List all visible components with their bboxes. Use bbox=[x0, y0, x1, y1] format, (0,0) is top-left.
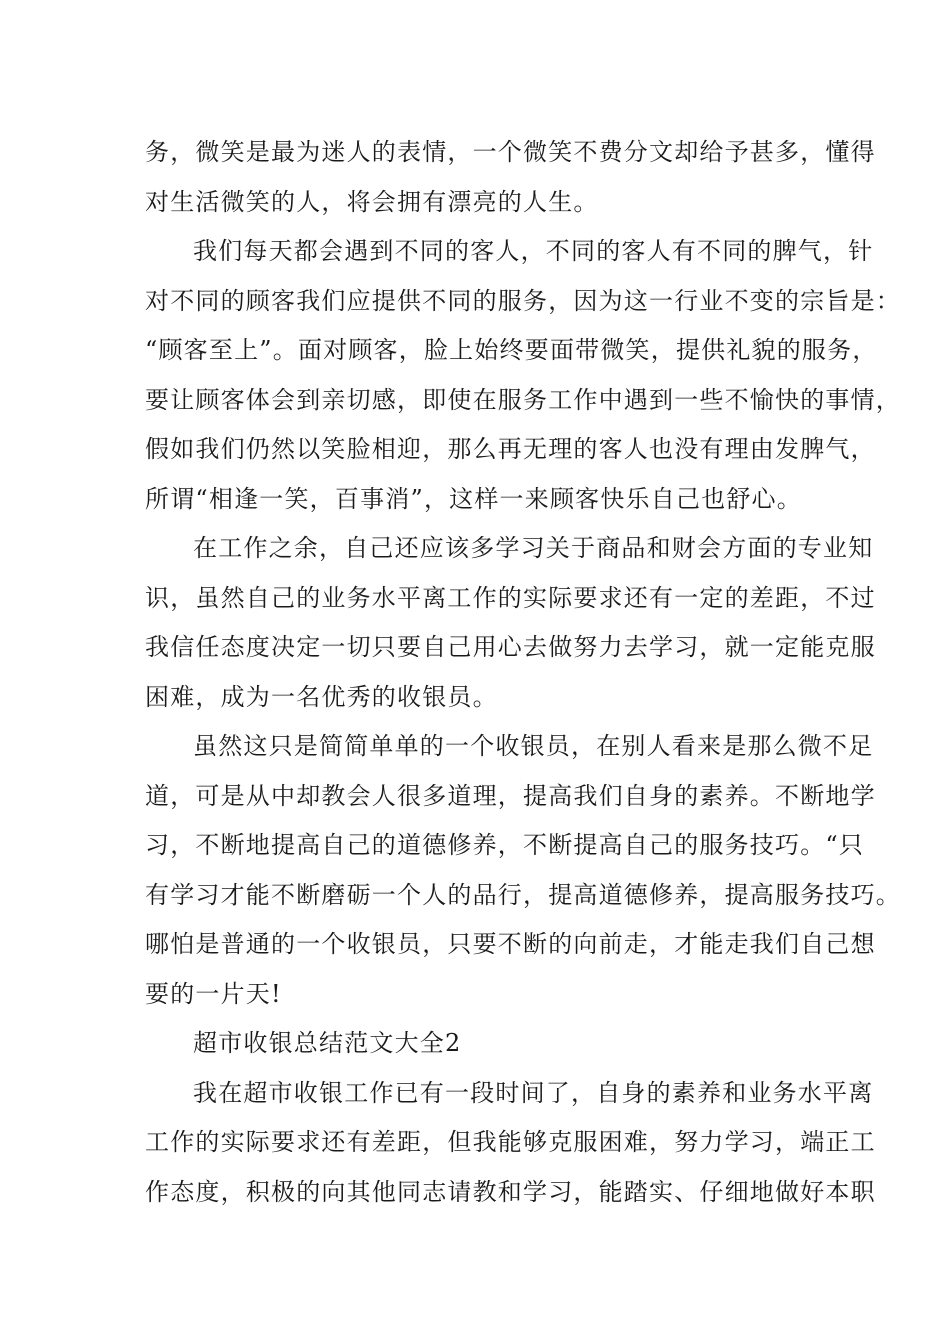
text-line: 超市收银总结范文大全2 bbox=[193, 1029, 462, 1057]
text-line: 所谓“相逢一笑，百事消”，这样一来顾客快乐自己也舒心。 bbox=[145, 484, 802, 513]
text-line: 我信任态度决定一切只要自己用心去做努力去学习，就一定能克服 bbox=[145, 633, 876, 661]
text-line: 务，微笑是最为迷人的表情，一个微笑不费分文却给予甚多，懂得 bbox=[145, 138, 876, 166]
text-line: 习，不断地提高自己的道德修养，不断提高自己的服务技巧。“只 bbox=[145, 831, 865, 859]
text-line: 假如我们仍然以笑脸相迎，那么再无理的客人也没有理由发脾气， bbox=[145, 435, 876, 463]
text-line: 识，虽然自己的业务水平离工作的实际要求还有一定的差距，不过 bbox=[145, 583, 876, 612]
text-line: 作态度，积极的向其他同志请教和学习，能踏实、仔细地做好本职 bbox=[145, 1177, 876, 1206]
text-line: 困难，成为一名优秀的收银员。 bbox=[145, 682, 498, 711]
text-line: 我在超市收银工作已有一段时间了，自身的素养和业务水平离 bbox=[193, 1078, 874, 1107]
text-line: 道，可是从中却教会人很多道理，提高我们自身的素养。不断地学 bbox=[145, 781, 876, 810]
text-line: “顾客至上”。面对顾客，脸上始终要面带微笑，提供礼貌的服务， bbox=[145, 336, 878, 364]
text-line: 有学习才能不断磨砺一个人的品行，提高道德修养，提高服务技巧。 bbox=[145, 880, 901, 909]
text-line: 对不同的顾客我们应提供不同的服务，因为这一行业不变的宗旨是： bbox=[145, 286, 901, 315]
text-line: 对生活微笑的人，将会拥有漂亮的人生。 bbox=[145, 187, 599, 216]
text-line: 我们每天都会遇到不同的客人，不同的客人有不同的脾气，针 bbox=[193, 237, 874, 265]
text-line: 哪怕是普通的一个收银员，只要不断的向前走，才能走我们自己想 bbox=[145, 930, 876, 958]
text-line: 要让顾客体会到亲切感，即使在服务工作中遇到一些不愉快的事情， bbox=[145, 385, 901, 414]
text-line: 虽然这只是简简单单的一个收银员，在别人看来是那么微不足 bbox=[193, 732, 874, 760]
text-line: 要的一片天! bbox=[145, 979, 282, 1008]
document-body bbox=[145, 128, 901, 1217]
text-line: 工作的实际要求还有差距，但我能够克服困难，努力学习，端正工 bbox=[145, 1128, 876, 1156]
text-line: 在工作之余，自己还应该多学习关于商品和财会方面的专业知 bbox=[193, 534, 874, 562]
